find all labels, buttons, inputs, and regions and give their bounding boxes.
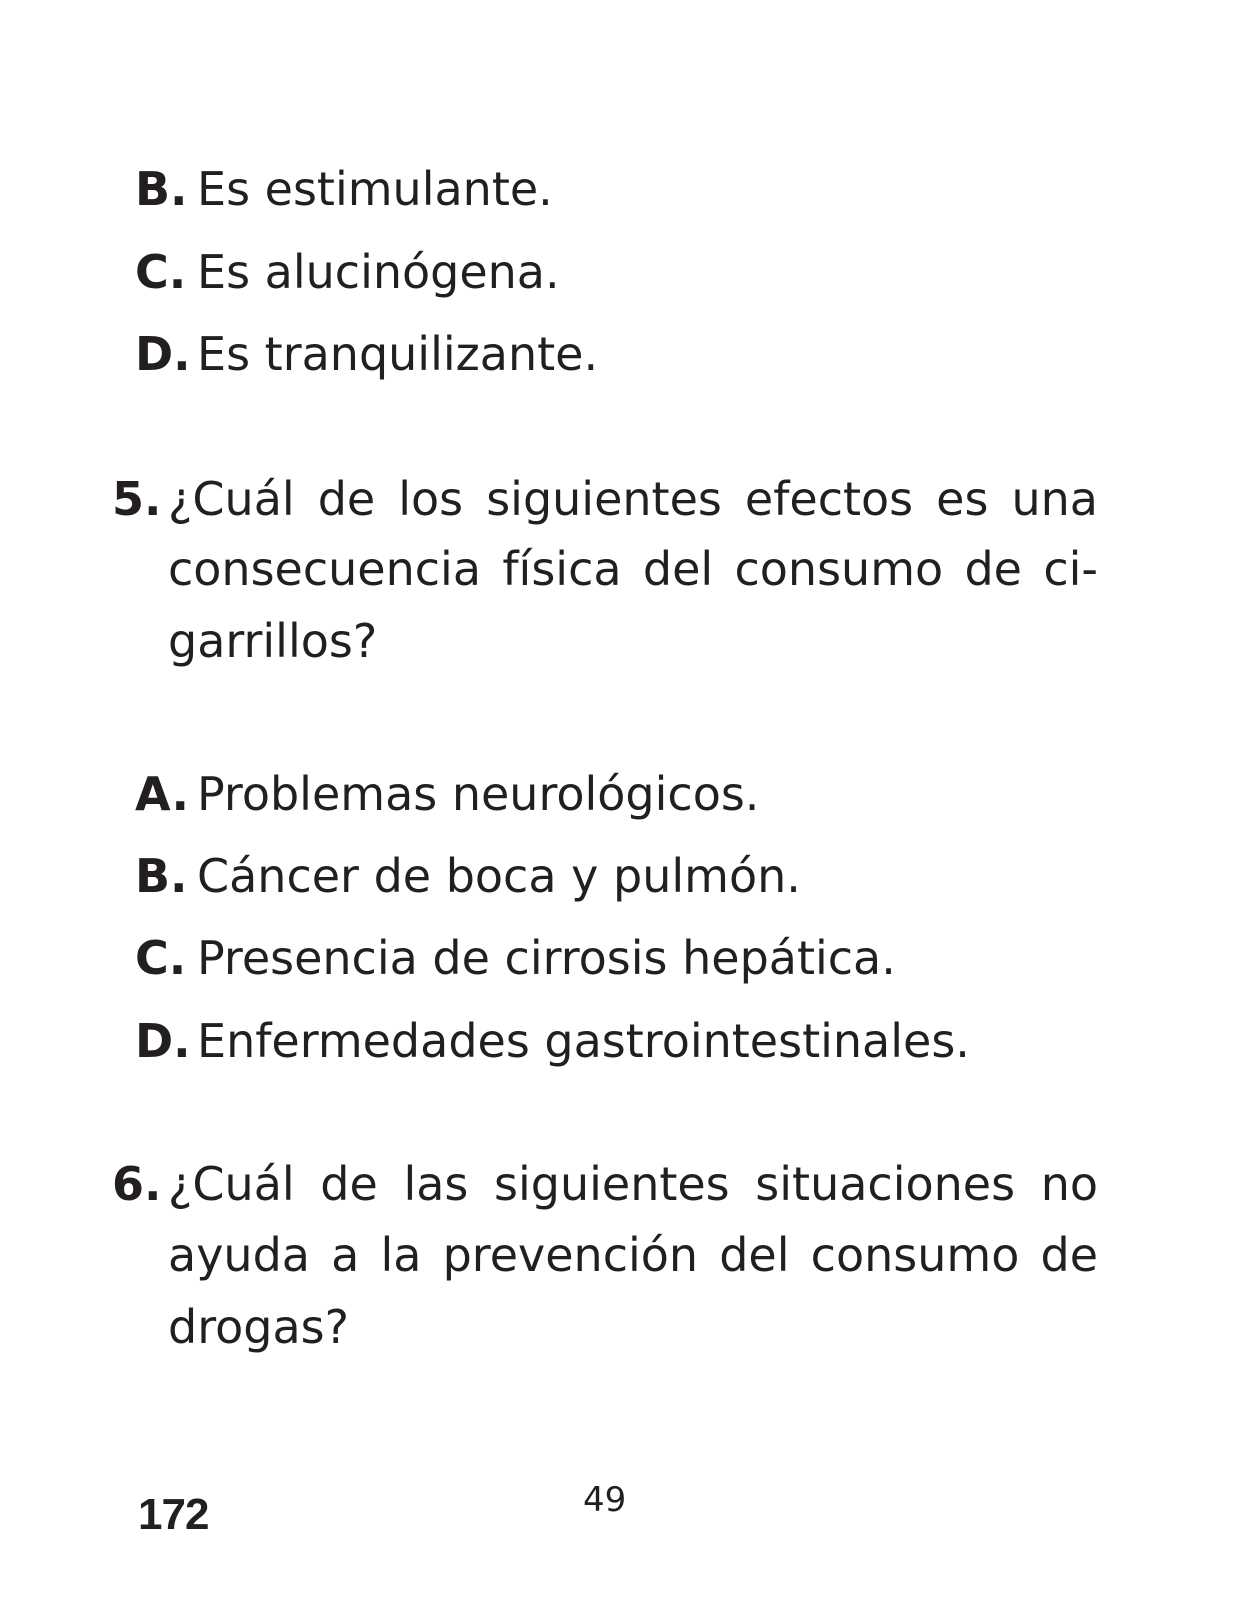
- option-letter: B.: [135, 162, 188, 216]
- option-letter: D.: [135, 1014, 191, 1068]
- option-letter: C.: [135, 245, 187, 299]
- option-letter: A.: [135, 767, 189, 821]
- question-line: ¿Cuál de los siguientes efectos es una: [168, 472, 1098, 526]
- option-q4-d: [135, 327, 599, 381]
- question-number: 5.: [112, 472, 162, 526]
- option-letter: D.: [135, 327, 191, 381]
- option-text: Problemas neurológicos.: [197, 767, 760, 821]
- option-text: Es tranquilizante.: [197, 327, 599, 381]
- option-q4-b: [135, 162, 553, 216]
- question-number: 6.: [112, 1157, 162, 1211]
- option-text: Enfermedades gastrointestinales.: [197, 1014, 970, 1068]
- option-q4-c: [135, 245, 560, 299]
- option-q5-c: [135, 931, 896, 985]
- option-text: Presencia de cirrosis hepática.: [197, 931, 896, 985]
- question-line: ayuda a la prevención del consumo de: [168, 1228, 1098, 1282]
- option-q5-b: [135, 849, 801, 903]
- option-text: Es estimulante.: [197, 162, 553, 216]
- folio-number: 172: [138, 1490, 209, 1539]
- option-q5-a: [135, 767, 760, 821]
- option-text: Cáncer de boca y pulmón.: [197, 849, 801, 903]
- page-number: 49: [583, 1480, 627, 1520]
- option-letter: B.: [135, 849, 188, 903]
- option-text: Es alucinógena.: [197, 245, 560, 299]
- option-q5-d: [135, 1014, 970, 1068]
- question-line: consecuencia física del consumo de ci-: [168, 542, 1098, 596]
- question-line: drogas?: [168, 1300, 350, 1354]
- option-letter: C.: [135, 931, 187, 985]
- question-line: garrillos?: [168, 614, 378, 668]
- question-line: ¿Cuál de las siguientes situaciones no: [168, 1157, 1098, 1211]
